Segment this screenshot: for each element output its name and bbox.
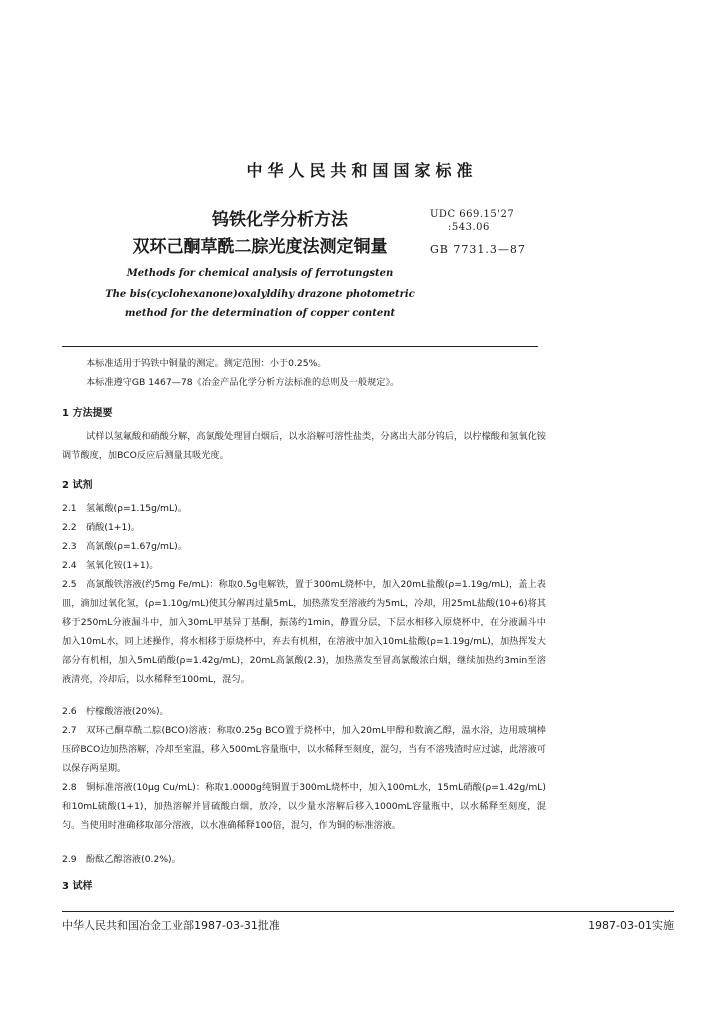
reagent-text: 酚酞乙醇溶液(0.2%)。 — [86, 854, 181, 865]
reagent-item — [62, 850, 546, 869]
gb-standard-number: GB 7731.3—87 — [430, 243, 526, 256]
compliance-statement: 本标准遵守GB 1467—78《冶金产品化学分析方法标准的总则及一般规定》。 — [86, 377, 400, 388]
scope-statement: 本标准适用于钨铁中铜量的测定。测定范围：小于0.25%。 — [86, 358, 327, 369]
reagent-text: 双环己酮草酰二腙(BCO)溶液：称取0.25g BCO置于烧杯中，加入20mL甲醇和数滴乙醇，温水浴，边用玻璃棒压碎BCO边加热溶解，冷却至室温，移入500mL容量瓶中，以水稀释至刻度，混匀，当有不溶残渣时应过滤，此溶液可以保存两星期。 — [62, 725, 546, 774]
national-standard-heading: 中华人民共和国国家标准 — [246, 161, 478, 180]
section-3-heading: 3 试样 — [62, 881, 93, 892]
reagent-number: 2.4 — [62, 560, 77, 571]
section-1-body: 试样以氢氟酸和硝酸分解，高氯酸处理冒白烟后，以水浴解可溶性盐类，分离出大部分钨后，以柠檬酸和氢氧化铵调节酸度，加BCO反应后测量其吸光度。 — [62, 431, 546, 461]
udc-line1: UDC 669.15'27 — [430, 209, 515, 220]
section-1-heading: 1 方法提要 — [62, 408, 113, 419]
reagent-item — [62, 537, 546, 556]
udc-classification — [430, 208, 514, 234]
reagent-item — [62, 499, 546, 518]
english-title-line1: Methods for chemical analysis of ferrotungsten — [126, 268, 394, 279]
english-title-line3: method for the determination of copper content — [124, 308, 396, 319]
reagent-number: 2.3 — [62, 541, 77, 552]
reagent-number: 2.7 — [62, 725, 77, 736]
reagent-item — [62, 518, 546, 537]
reagent-item — [62, 702, 546, 721]
document-title-line1: 钨铁化学分析方法 — [212, 210, 348, 230]
reagent-text: 铜标准溶液(10μg Cu/mL)：称取1.0000g纯铜置于300mL烧杯中，加入100mL水，15mL硝酸(ρ=1.42g/mL)和10mL硫酸(1+1)，加热溶解并冒硫酸白烟，放冷，以少量水溶解后移入1000mL容量瓶中，以水稀释至刻度，混匀。当使用时准确移取部分溶液，以水准确稀释100倍，混匀，作为铜的标准溶液。 — [62, 782, 546, 831]
reagent-number: 2.6 — [62, 706, 77, 717]
reagent-text: 硝酸(1+1)。 — [86, 522, 141, 533]
reagent-item — [62, 778, 546, 835]
reagent-item — [62, 556, 546, 575]
reagent-number: 2.1 — [62, 503, 77, 514]
approval-date: 中华人民共和国冶金工业部1987-03-31批准 — [62, 919, 280, 932]
section-2-heading: 2 试剂 — [62, 480, 93, 491]
reagent-number: 2.5 — [62, 579, 77, 590]
document-title-line2: 双环己酮草酰二腙光度法测定铜量 — [132, 237, 388, 257]
english-title-line2: The bis(cyclohexanone)oxalyldihy drazone photometric — [105, 289, 415, 300]
reagent-item — [62, 575, 546, 689]
reagent-text: 高氯酸(ρ=1.67g/mL)。 — [86, 541, 187, 552]
reagent-text: 高氯酸铁溶液(约5mg Fe/mL)：称取0.5g电解铁，置于300mL烧杯中，加入20mL盐酸(ρ=1.19g/mL)，盖上表皿，滴加过氧化氢，(ρ=1.10g/mL)使其分解再过量5mL，加热蒸发至溶液约为5mL，冷却，用25mL盐酸(10+6)将其移于250mL分液漏斗中，加入30mL甲基异丁基酮，振荡约1min，静置分层，下层水相移入原烧杯中，在分液漏斗中加入10mL水，同上述操作，将水相移于原烧杯中，弃去有机相，在溶液中加入10mL盐酸(ρ=1.19g/mL)，加热挥发大部分有机相，加入5mL硝酸(ρ=1.42g/mL)，20mL高氯酸(2.3)，加热蒸发至冒高氯酸浓白烟，继续加热约3min至溶液清亮，冷却后，以水稀释至100mL，混匀。 — [62, 579, 546, 685]
reagent-text: 柠檬酸溶液(20%)。 — [86, 706, 169, 717]
udc-line2: :543.06 — [448, 222, 490, 233]
reagent-number: 2.9 — [62, 854, 77, 865]
reagent-number: 2.2 — [62, 522, 77, 533]
reagent-number: 2.8 — [62, 782, 77, 793]
reagent-text: 氢氧化铵(1+1)。 — [86, 560, 159, 571]
reagent-item — [62, 721, 546, 778]
footer-divider — [62, 911, 674, 912]
effective-date: 1987-03-01实施 — [588, 919, 674, 932]
header-divider — [62, 346, 538, 347]
reagent-text: 氢氟酸(ρ=1.15g/mL)。 — [86, 503, 187, 514]
